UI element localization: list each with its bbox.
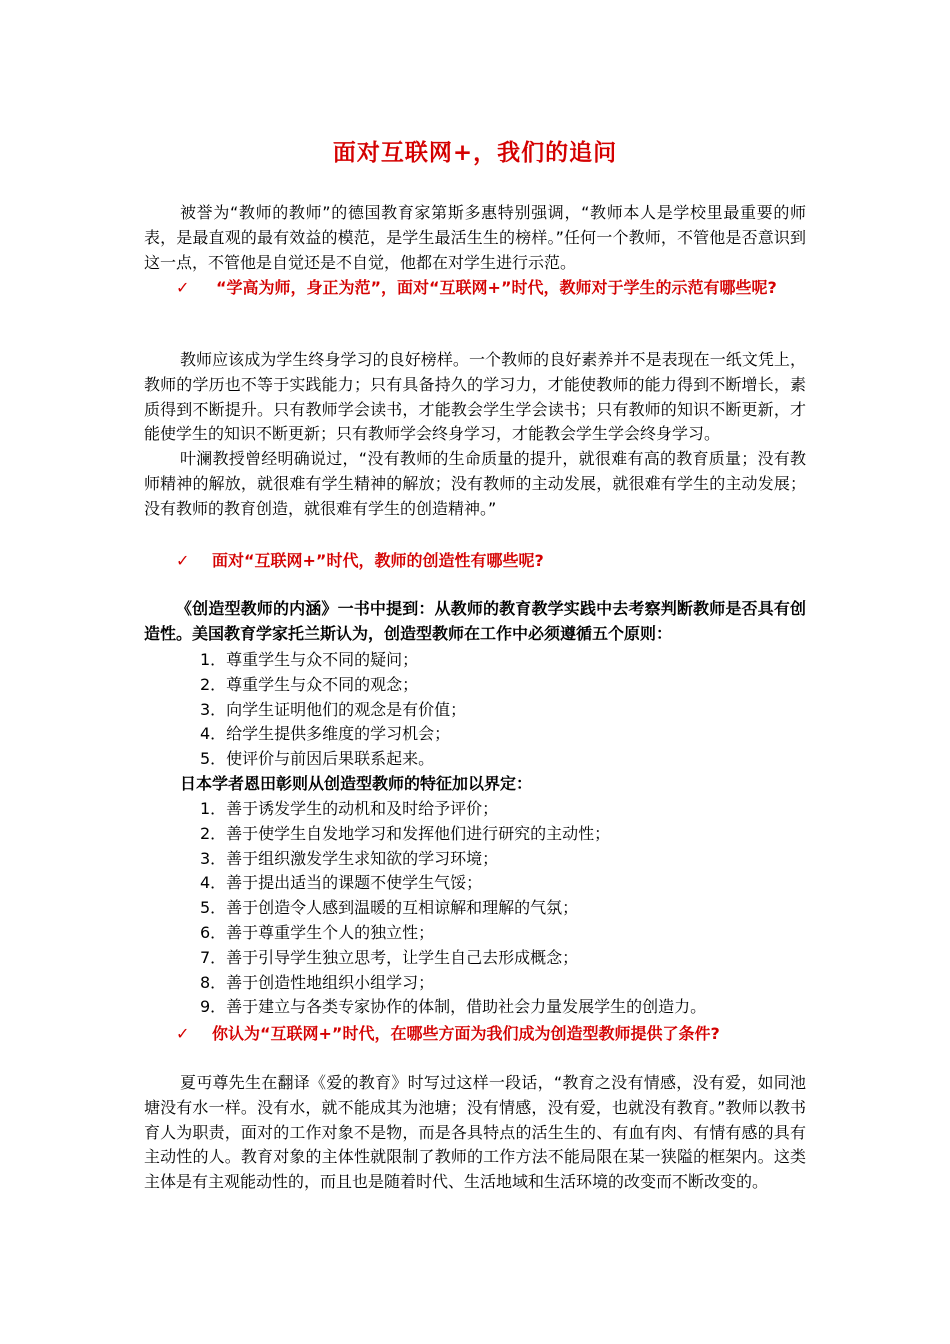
list-item: 5．善于创造令人感到温暖的互相谅解和理解的气氛； [200,898,579,918]
question-1-text: “学高为师，身正为范”，面对“互联网+”时代，教师对于学生的示范有哪些呢? [216,278,777,297]
list-item: 7．善于引导学生独立思考，让学生自己去形成概念； [200,947,579,967]
list-item: 4．善于提出适当的课题不使学生气馁； [200,873,483,893]
list-item: 3．善于组织激发学生求知欲的学习环境； [200,848,499,868]
question-2-text: 面对“互联网+”时代，教师的创造性有哪些呢? [212,551,544,570]
list-item: 6．善于尊重学生个人的独立性； [200,922,435,942]
paragraph-4-block [144,597,806,647]
list-item: 3．向学生证明他们的观念是有价值； [200,699,467,719]
onda-heading: 日本学者恩田彰则从创造型教师的特征加以界定： [180,774,533,793]
paragraph-2-block [144,348,806,522]
list-item: 1．尊重学生与众不同的疑问； [200,650,419,669]
question-3-text: 你认为“互联网+”时代，在哪些方面为我们成为创造型教师提供了条件? [212,1024,720,1043]
question-2 [176,549,810,574]
onda-features-list [200,797,800,1020]
torrance-principles-list [200,648,800,772]
checkmark-icon: ✓ [176,551,190,570]
checkmark-icon: ✓ [176,1024,190,1043]
paragraph-5-block [144,1071,806,1195]
paragraph-4: 《创造型教师的内涵》一书中提到：从教师的教育教学实践中去考察判断教师是否具有创造性。美国教育学家托兰斯认为，创造型教师在工作中必须遵循五个原则： [144,599,806,643]
document-title: 面对互联网+，我们的追问 [332,140,618,166]
paragraph-3: 叶澜教授曾经明确说过，“没有教师的生命质量的提升，就很难有高的教育质量；没有教师精神的解放，就很难有学生精神的解放；没有教师的主动发展，就很难有学生的主动发展；没有教师的教育创造，就很难有学生的创造精神。” [144,449,806,518]
question-3 [176,1022,810,1047]
list-item: 2．善于使学生自发地学习和发挥他们进行研究的主动性； [200,823,611,843]
checkmark-icon: ✓ [176,278,190,297]
list-item: 5．使评价与前因后果联系起来。 [200,749,435,769]
list-item: 9．善于建立与各类专家协作的体制，借助社会力量发展学生的创造力。 [200,997,707,1017]
question-1 [176,276,810,301]
list-item: 1．善于诱发学生的动机和及时给予评价； [200,799,499,818]
intro-paragraph-block [144,201,806,275]
list-item: 4．给学生提供多维度的学习机会； [200,724,451,744]
list-item: 2．尊重学生与众不同的观念； [200,674,419,694]
intro-paragraph: 被誉为“教师的教师”的德国教育家第斯多惠特别强调，“教师本人是学校里最重要的师表，是最直观的最有效益的模范，是学生最活生生的榜样。”任何一个教师，不管他是否意识到这一点，不管他是自觉还是不自觉，他都在对学生进行示范。 [144,203,806,272]
paragraph-5: 夏丏尊先生在翻译《爱的教育》时写过这样一段话，“教育之没有情感，没有爱，如同池塘没有水一样。没有水，就不能成其为池塘；没有情感，没有爱，也就没有教育。”教师以教书育人为职责，面对的工作对象不是物，而是各具特点的活生生的、有血有肉、有情有感的具有主动性的人。教育对象的主体性就限制了教师的工作方法不能局限在某一狭隘的框架内。这类主体是有主观能动性的，而且也是随着时代、生活地域和生活环境的改变而不断改变的。 [144,1073,806,1192]
paragraph-2: 教师应该成为学生终身学习的良好榜样。一个教师的良好素养并不是表现在一纸文凭上，教师的学历也不等于实践能力；只有具备持久的学习力，才能使教师的能力得到不断增长，素质得到不断提升。只有教师学会读书，才能教会学生学会读书；只有教师的知识不断更新，才能使学生的知识不断更新；只有教师学会终身学习，才能教会学生学会终身学习。 [144,350,806,444]
list-item: 8．善于创造性地组织小组学习； [200,972,435,992]
